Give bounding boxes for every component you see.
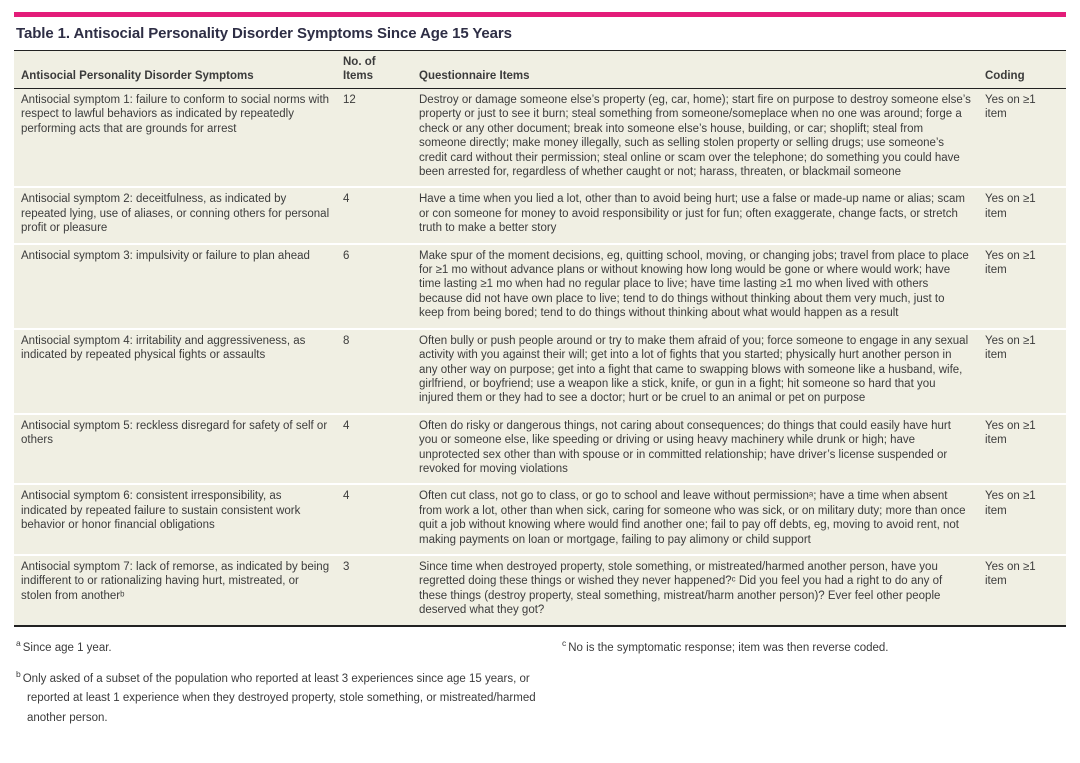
footnote-marker: b	[16, 668, 21, 679]
symptoms-table	[14, 50, 1066, 627]
table-row	[14, 188, 1066, 244]
table-header-row	[14, 51, 1066, 89]
table-row	[14, 415, 1066, 486]
footnote-text: Since age 1 year.	[22, 641, 112, 654]
coding-cell: Yes on ≥1 item	[985, 490, 1036, 517]
column-header-coding: Coding	[985, 69, 1025, 82]
symptom-cell: Antisocial symptom 6: consistent irresponsibility, as indicated by repeated failure to sustain consistent work behavior or honor financial obligations	[21, 490, 301, 532]
questionnaire-cell: Since time when destroyed property, stole something, or mistreated/harmed another person, have you regretted doing these things or wished they never happened?ᶜ Did you feel you had a right to do any of these things (destroy property, steal something, mistreat/harm another person)? Ever feel other people deserved what they got?	[419, 560, 943, 617]
coding-cell: Yes on ≥1 item	[985, 334, 1036, 362]
coding-cell: Yes on ≥1 item	[985, 249, 1036, 277]
items-count-cell: 8	[343, 334, 350, 347]
footnote-a	[16, 636, 556, 658]
coding-cell: Yes on ≥1 item	[985, 94, 1036, 121]
questionnaire-cell: Often cut class, not go to class, or go to school and leave without permissionᵃ; have a time when absent from work a lot, other than when sick, caring for someone who was sick, or on military duty; more than once quit a job without knowing where would find another one; fail to pay off debts, eg, moving to avoid rent, not making payments on loan or mortgage, failing to pay alimony or child support	[419, 490, 966, 546]
coding-cell: Yes on ≥1 item	[985, 560, 1036, 588]
table-row	[14, 556, 1066, 625]
items-count-cell: 4	[343, 419, 350, 432]
items-count-cell: 3	[343, 560, 350, 573]
footnote-b	[16, 667, 556, 728]
table-row	[14, 89, 1066, 188]
column-header-symptoms: Antisocial Personality Disorder Symptoms	[21, 69, 254, 82]
table-title: Table 1. Antisocial Personality Disorder Symptoms Since Age 15 Years	[16, 25, 512, 42]
column-header-items: No. of Items	[343, 56, 376, 82]
footnote-marker: a	[16, 637, 21, 648]
questionnaire-cell: Destroy or damage someone else’s property (eg, car, home); start fire on purpose to destroy someone else’s property or just to see it burn; steal something from someone/someplace when no one was around; forge a check or any other document; break into someone else’s house, building, or car; shoplift; steal from someone directly; make money illegally, such as selling stolen property or selling drugs; use someone’s credit card without their permission; steal online or scam over the telephone; do something you could have been arrested for, regardless of whether caught or not; harass, threaten, or blackmail someone	[419, 94, 971, 179]
questionnaire-cell: Make spur of the moment decisions, eg, quitting school, moving, or changing jobs; travel from place to place for ≥1 mo without advance plans or without knowing how long would be gone or where would work; have time lasting ≥1 mo when had no regular place to live; have time lasting ≥1 mo when lived with others because did not have own place to live; tend to do things without thinking about them very much, just to keep from being bored; tend to do things without thinking about what would happen as a result	[419, 249, 969, 320]
symptom-cell: Antisocial symptom 1: failure to conform to social norms with respect to lawful behaviors as indicated by repeatedly performing acts that are grounds for arrest	[21, 94, 330, 135]
items-count-cell: 6	[343, 249, 350, 262]
symptom-cell: Antisocial symptom 7: lack of remorse, as indicated by being indifferent to or rationalizing having hurt, mistreated, or stolen from anotherᵇ	[21, 560, 330, 602]
questionnaire-cell: Often bully or push people around or try to make them afraid of you; force someone to engage in any sexual activity with you against their will; get into a lot of fights that you started; physically hurt another person in any other way on purpose; get into a fight that came to swapping blows with someone like a husband, wife, girlfriend, or boyfriend; use a weapon like a stick, knife, or gun in a fight; hit someone so hard that you injured them or they had to see a doctor; hurt or be cruel to an animal or pet on purpose	[419, 334, 969, 405]
questionnaire-cell: Often do risky or dangerous things, not caring about consequences; do things that could easily have hurt you or someone else, like speeding or driving or using heavy machinery while drunk or high; have unprotected sex other than with spouse or in committed relationship; have driver’s license suspended or revoked for moving violations	[419, 419, 951, 475]
table-row	[14, 245, 1066, 330]
footnotes-left-column	[16, 636, 556, 738]
footnotes-right-column	[562, 636, 1064, 738]
items-count-cell: 4	[343, 193, 350, 206]
footnote-marker: c	[562, 637, 567, 648]
items-count-cell: 4	[343, 490, 350, 503]
symptom-cell: Antisocial symptom 5: reckless disregard for safety of self or others	[21, 419, 328, 447]
footnotes-section	[14, 636, 1066, 738]
table-accent-bar	[14, 12, 1066, 17]
questionnaire-cell: Have a time when you lied a lot, other than to avoid being hurt; use a false or made-up name or alias; scam or con someone for money to avoid responsibility or just for fun; often exaggerate, change facts, or stretch truth to make a better story	[419, 193, 965, 235]
footnote-text: Only asked of a subset of the population who reported at least 3 experiences since age 15 years, or reported at least 1 experience when they destroyed property, stole something, or mistreated/harmed another person.	[22, 672, 536, 724]
symptom-cell: Antisocial symptom 4: irritability and aggressiveness, as indicated by repeated physical fights or assaults	[21, 334, 306, 362]
coding-cell: Yes on ≥1 item	[985, 193, 1036, 220]
symptom-cell: Antisocial symptom 2: deceitfulness, as indicated by repeated lying, use of aliases, or conning others for personal profit or pleasure	[21, 193, 330, 235]
coding-cell: Yes on ≥1 item	[985, 419, 1036, 447]
items-count-cell: 12	[343, 94, 356, 106]
column-header-questionnaire: Questionnaire Items	[419, 69, 530, 82]
table-row	[14, 485, 1066, 556]
table-row	[14, 330, 1066, 415]
footnote-text: No is the symptomatic response; item was then reverse coded.	[568, 641, 889, 654]
footnote-c	[562, 636, 1064, 658]
symptom-cell: Antisocial symptom 3: impulsivity or failure to plan ahead	[21, 249, 310, 262]
